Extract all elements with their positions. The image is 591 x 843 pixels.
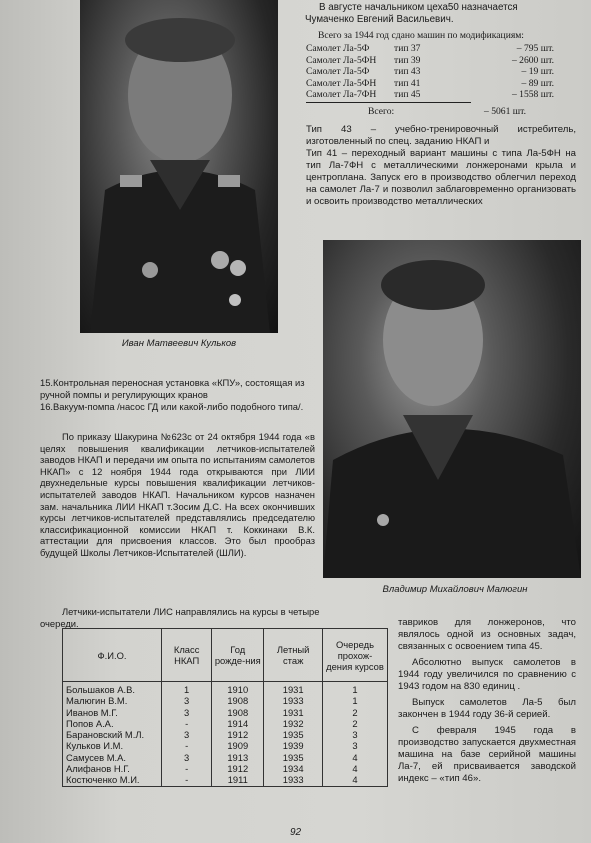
table-cell: Кульков И.М. xyxy=(63,740,162,751)
table-cell: 1 xyxy=(162,682,212,696)
table-row xyxy=(63,718,388,729)
table-cell: 1912 xyxy=(212,763,264,774)
page-number: 92 xyxy=(289,827,302,838)
paragraph-order-623: По приказу Шакурина №623с от 24 октября 1944 года «в целях повышения квалификации летчиков-испытателей заводов НКАП и передачи им опыта по испытаниям самолетов НКАП» с 12 ноября 1944 года открываются при ЛИИ двухнедельные курсы повышения квалификации летчиков-испытателей заводов НКАП. Начальником курсов назначен зам. начальника ЛИИ НКАП т.Зосим Д.С. На всех окончивших курсы летчиков-испытателей представлялись председателю классификационной комиссии НКАП т. Коккинаки В.К. аттестации для присвоения классов. Это был прообраз будущей Школы Летчиков-Испытателей (ШЛИ). xyxy=(40,431,315,558)
table-cell: 4 xyxy=(322,763,387,774)
table-cell: Попов А.А. xyxy=(63,718,162,729)
table-cell: Большаков А.В. xyxy=(63,682,162,696)
photo-kulkov xyxy=(80,0,278,333)
table-cell: 1910 xyxy=(212,682,264,696)
table-cell: - xyxy=(162,763,212,774)
col-name: Ф.И.О. xyxy=(63,629,162,682)
production-intro: Всего за 1944 год сдано машин по модификациям: xyxy=(318,30,524,41)
paragraph-type46: С февраля 1945 года в производство запускается двухместная машина на базе серийной машины Ла-7, ей присваивается заводской индекс – «тип 46». xyxy=(398,725,576,784)
production-qty: – 2600 шт. xyxy=(511,54,554,66)
table-row xyxy=(63,707,388,718)
paragraph-item15: 15.Контрольная переносная установка «КПУ», состоящая из ручной помпы и регулирующих кранов xyxy=(40,377,305,400)
production-type: тип 43 xyxy=(394,66,421,78)
table-cell: 1 xyxy=(322,682,387,696)
table-cell: Самусев М.А. xyxy=(63,752,162,763)
production-model: Самолет Ла-7ФН xyxy=(306,89,377,101)
production-qty: – 19 шт. xyxy=(521,66,554,78)
production-row xyxy=(306,66,554,78)
table-cell: Алифанов Н.Г. xyxy=(63,763,162,774)
pilots-table xyxy=(62,628,388,787)
table-cell: 3 xyxy=(162,695,212,706)
table-cell: 1935 xyxy=(264,729,323,740)
paragraph-shop-chief: В августе начальником цеха50 назначается Чумаченко Евгений Васильевич. xyxy=(305,2,518,25)
table-cell: 1931 xyxy=(264,707,323,718)
table-cell: 1933 xyxy=(264,774,323,786)
table-cell: 3 xyxy=(162,707,212,718)
production-qty: – 795 шт. xyxy=(516,43,554,54)
production-type: тип 45 xyxy=(394,89,421,101)
table-cell: Малюгин В.М. xyxy=(63,695,162,706)
table-cell: 3 xyxy=(162,752,212,763)
table-row xyxy=(63,774,388,786)
photo-caption-malyugin: Владимир Михайлович Малюгин xyxy=(382,584,528,595)
table-cell: - xyxy=(162,774,212,786)
table-cell: 1913 xyxy=(212,752,264,763)
table-cell: 3 xyxy=(162,729,212,740)
paragraph-output-1944: Абсолютно выпуск самолетов в 1944 году увеличился по сравнению с 1943 годом на 830 единиц . xyxy=(398,657,576,692)
paragraph-la5-end: Выпуск самолетов Ла-5 был закончен в 1944 году 36-й серией. xyxy=(398,697,576,720)
table-cell: 1934 xyxy=(264,763,323,774)
table-cell: 1933 xyxy=(264,695,323,706)
production-model: Самолет Ла-5Ф xyxy=(306,66,370,78)
table-cell: 1939 xyxy=(264,740,323,751)
paragraph-queues: Летчики-испытатели ЛИС направлялись на курсы в четыре очереди. xyxy=(40,606,320,629)
table-cell: 1935 xyxy=(264,752,323,763)
production-qty: – 89 шт. xyxy=(521,77,554,89)
table-cell: 1914 xyxy=(212,718,264,729)
production-type: тип 39 xyxy=(394,54,421,66)
table-row xyxy=(63,682,388,696)
table-cell: 1932 xyxy=(264,718,323,729)
col-flight-exp: Летный стаж xyxy=(264,629,323,682)
table-row xyxy=(63,752,388,763)
col-birth-year: Год рожде-ния xyxy=(212,629,264,682)
production-row xyxy=(306,78,554,90)
table-cell: 1931 xyxy=(264,682,323,696)
production-row xyxy=(306,89,554,101)
photo-malyugin xyxy=(323,240,581,578)
production-model: Самолет Ла-5ФН xyxy=(306,54,377,66)
table-cell: Барановский М.Л. xyxy=(63,729,162,740)
paragraph-item16: 16.Вакуум-помпа /насос ГД или какой-либо подобного типа/. xyxy=(40,401,304,412)
photo-caption-kulkov: Иван Матвеевич Кульков xyxy=(121,338,237,349)
production-type: тип 37 xyxy=(394,43,421,54)
production-total-label: Всего: xyxy=(368,106,395,117)
table-cell: 3 xyxy=(322,729,387,740)
paragraph-type43: Тип 43 – учебно-тренировочный истребитель, изготовленный по спец. заданию НКАП и xyxy=(306,124,576,147)
paragraph-tavriks: тавриков для лонжеронов, что являлось одной из основных задач, связанных с освоением типа 45. xyxy=(398,617,576,652)
pilots-table-header xyxy=(63,629,388,682)
table-cell: Иванов М.Г. xyxy=(63,707,162,718)
table-cell: 2 xyxy=(322,718,387,729)
table-row xyxy=(63,763,388,774)
table-row xyxy=(63,695,388,706)
table-cell: 4 xyxy=(322,774,387,786)
table-cell: 1908 xyxy=(212,707,264,718)
table-cell: 1912 xyxy=(212,729,264,740)
production-model: Самолет Ла-5Ф xyxy=(306,43,370,54)
col-course-queue: Очередь прохож-дения курсов xyxy=(322,629,387,682)
table-cell: 1911 xyxy=(212,774,264,786)
table-cell: 2 xyxy=(322,707,387,718)
production-model: Самолет Ла-5ФН xyxy=(306,77,377,89)
production-qty: – 1558 шт. xyxy=(511,89,554,101)
table-cell: - xyxy=(162,718,212,729)
table-cell: 1 xyxy=(322,695,387,706)
table-cell: Костюченко М.И. xyxy=(63,774,162,786)
production-row xyxy=(306,43,554,55)
table-row xyxy=(63,740,388,751)
portrait-kulkov-image xyxy=(80,0,278,333)
table-cell: - xyxy=(162,740,212,751)
table-row xyxy=(63,729,388,740)
table-cell: 3 xyxy=(322,740,387,751)
col-class: Класс НКАП xyxy=(162,629,212,682)
table-cell: 1909 xyxy=(212,740,264,751)
production-total-value: – 5061 шт. xyxy=(484,106,527,117)
production-table xyxy=(306,43,554,101)
table-cell: 4 xyxy=(322,752,387,763)
production-type: тип 41 xyxy=(394,77,421,89)
production-divider xyxy=(306,102,471,103)
portrait-malyugin-image xyxy=(323,240,581,578)
paragraph-type41: Тип 41 – переходный вариант машины с типа Ла-5ФН на тип Ла-7ФН с металлическими лонжеронами крыла и центроплана. Запуск его в производство облегчил переход на самолет Ла-7 и позволил заблаговременно организовать и освоить производство металлических xyxy=(306,148,576,207)
table-cell: 1908 xyxy=(212,695,264,706)
production-row xyxy=(306,55,554,67)
